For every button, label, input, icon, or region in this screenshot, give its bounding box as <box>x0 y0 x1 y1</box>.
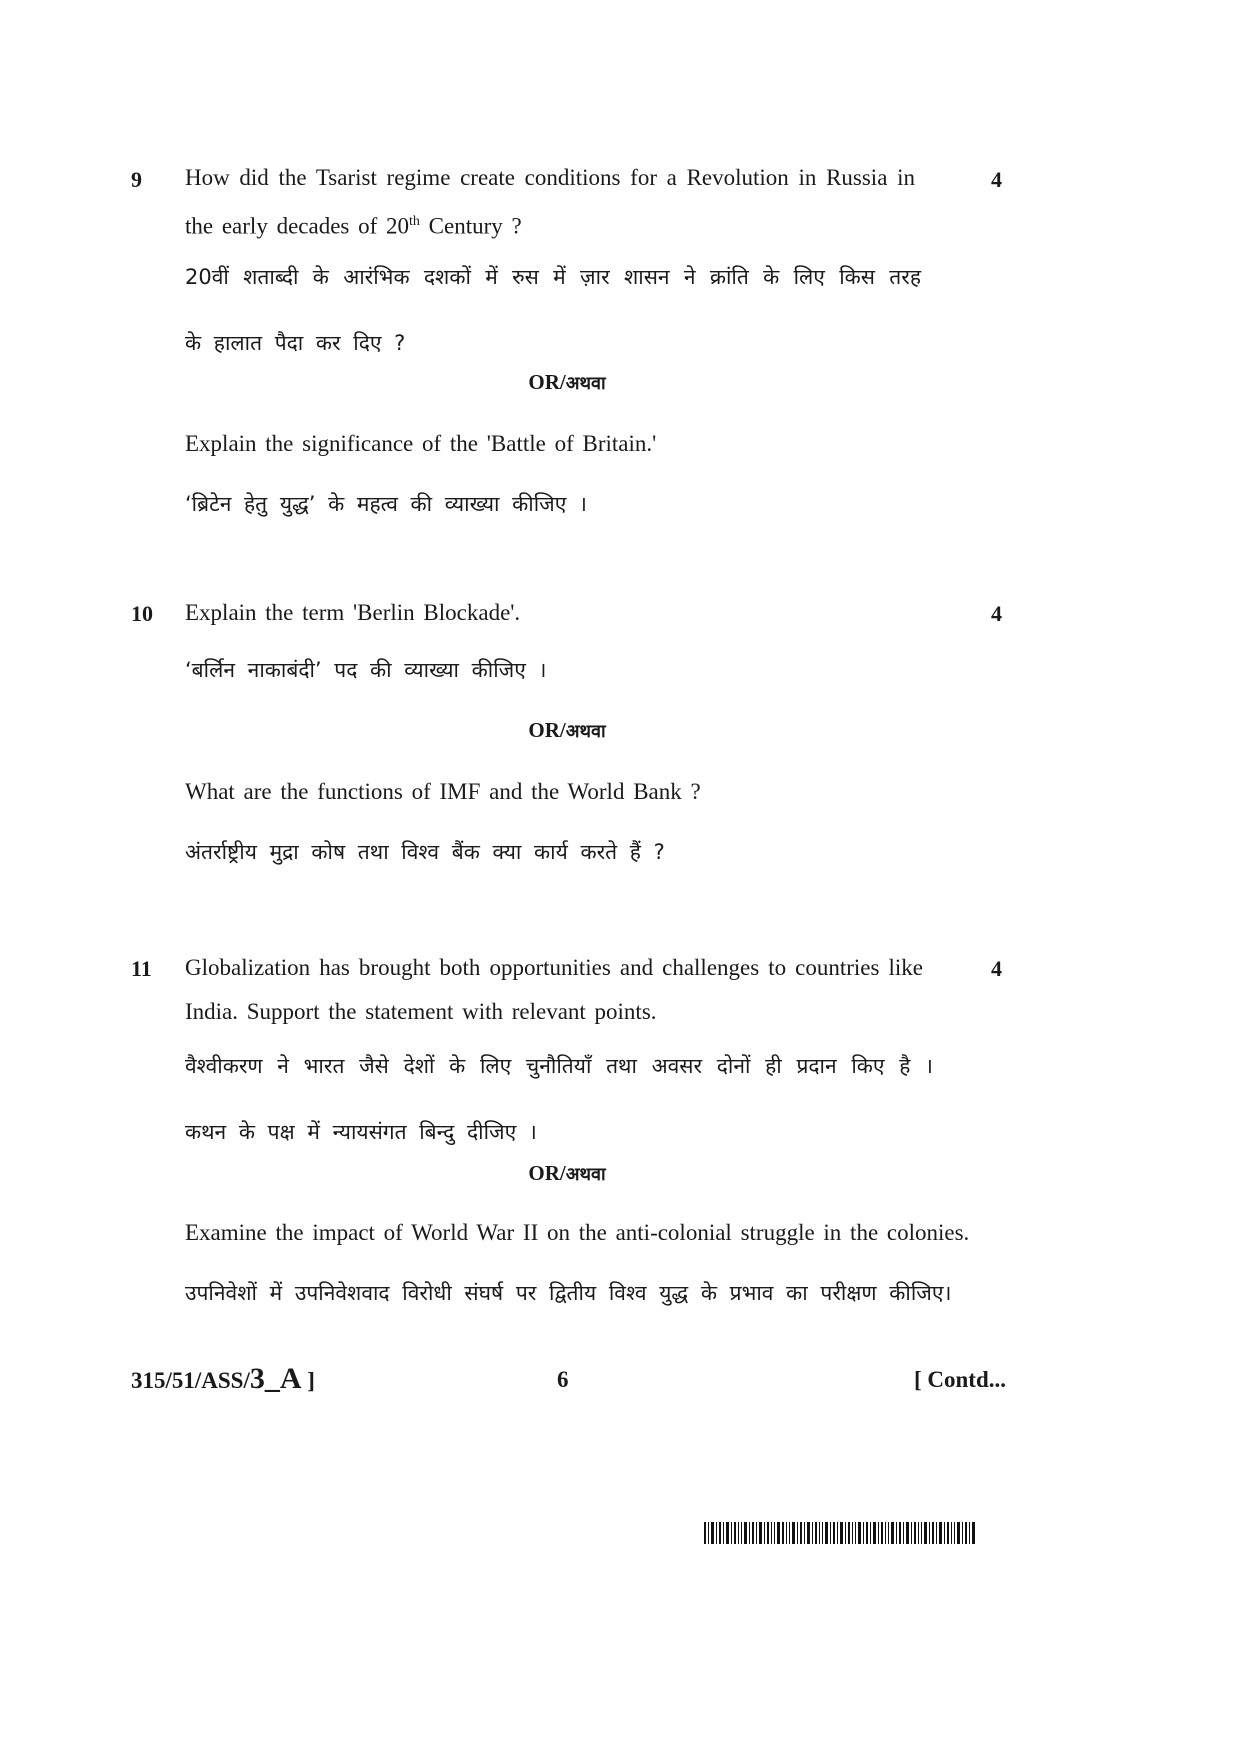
alternative-question-hi: अंतर्राष्ट्रीय मुद्रा कोष तथा विश्व बैंक क्या कार्य करते हैं ? <box>185 840 665 864</box>
question-marks: 4 <box>991 956 1002 981</box>
question-text-en: How did the Tsarist regime create conditions for a Revolution in Russia in the early decades of 20th Century ? <box>185 165 915 239</box>
question-marks: 4 <box>991 167 1002 192</box>
question-text-en: Globalization has brought both opportunities and challenges to countries like India. Support the statement with relevant points. <box>185 955 923 1024</box>
alternative-question-hi: ‘ब्रिटेन हेतु युद्ध’ के महत्व की व्याख्या कीजिए । <box>185 492 588 516</box>
question-number: 10 <box>131 601 153 626</box>
question-text-hi: ‘बर्लिन नाकाबंदी’ पद की व्याख्या कीजिए । <box>185 658 547 682</box>
paper-code: 315/51/ASS/3_A ] <box>131 1362 315 1395</box>
question-text-en: Explain the term 'Berlin Blockade'. <box>185 600 521 625</box>
alternative-question-en: What are the functions of IMF and the World Bank ? <box>185 779 701 804</box>
question-text-hi: वैश्वीकरण ने भारत जैसे देशों के लिए चुनौतियाँ तथा अवसर दोनों ही प्रदान किए है । कथन के पक्ष में न्यायसंगत बिन्दु दीजिए । <box>185 1054 933 1144</box>
alternative-question-en: Explain the significance of the 'Battle of Britain.' <box>185 431 657 456</box>
or-separator: OR/अथवा <box>528 370 606 394</box>
question-marks: 4 <box>991 601 1002 626</box>
question-number: 11 <box>131 956 152 981</box>
question-number: 9 <box>131 167 142 192</box>
barcode-icon <box>704 1522 976 1544</box>
page-number: 6 <box>557 1367 569 1392</box>
or-separator: OR/अथवा <box>528 1161 606 1185</box>
question-text-hi: 20वीं शताब्दी के आरंभिक दशकों में रुस में ज़ार शासन ने क्रांति के लिए किस तरह के हालात पैदा कर दिए ? <box>185 265 921 355</box>
alternative-question-en: Examine the impact of World War II on the anti-colonial struggle in the colonies. <box>185 1220 970 1245</box>
continued-label: [ Contd... <box>914 1367 1007 1392</box>
alternative-question-hi: उपनिवेशों में उपनिवेशवाद विरोधी संघर्ष पर द्वितीय विश्व युद्ध के प्रभाव का परीक्षण कीजिए। <box>185 1281 952 1305</box>
or-separator: OR/अथवा <box>528 718 606 742</box>
